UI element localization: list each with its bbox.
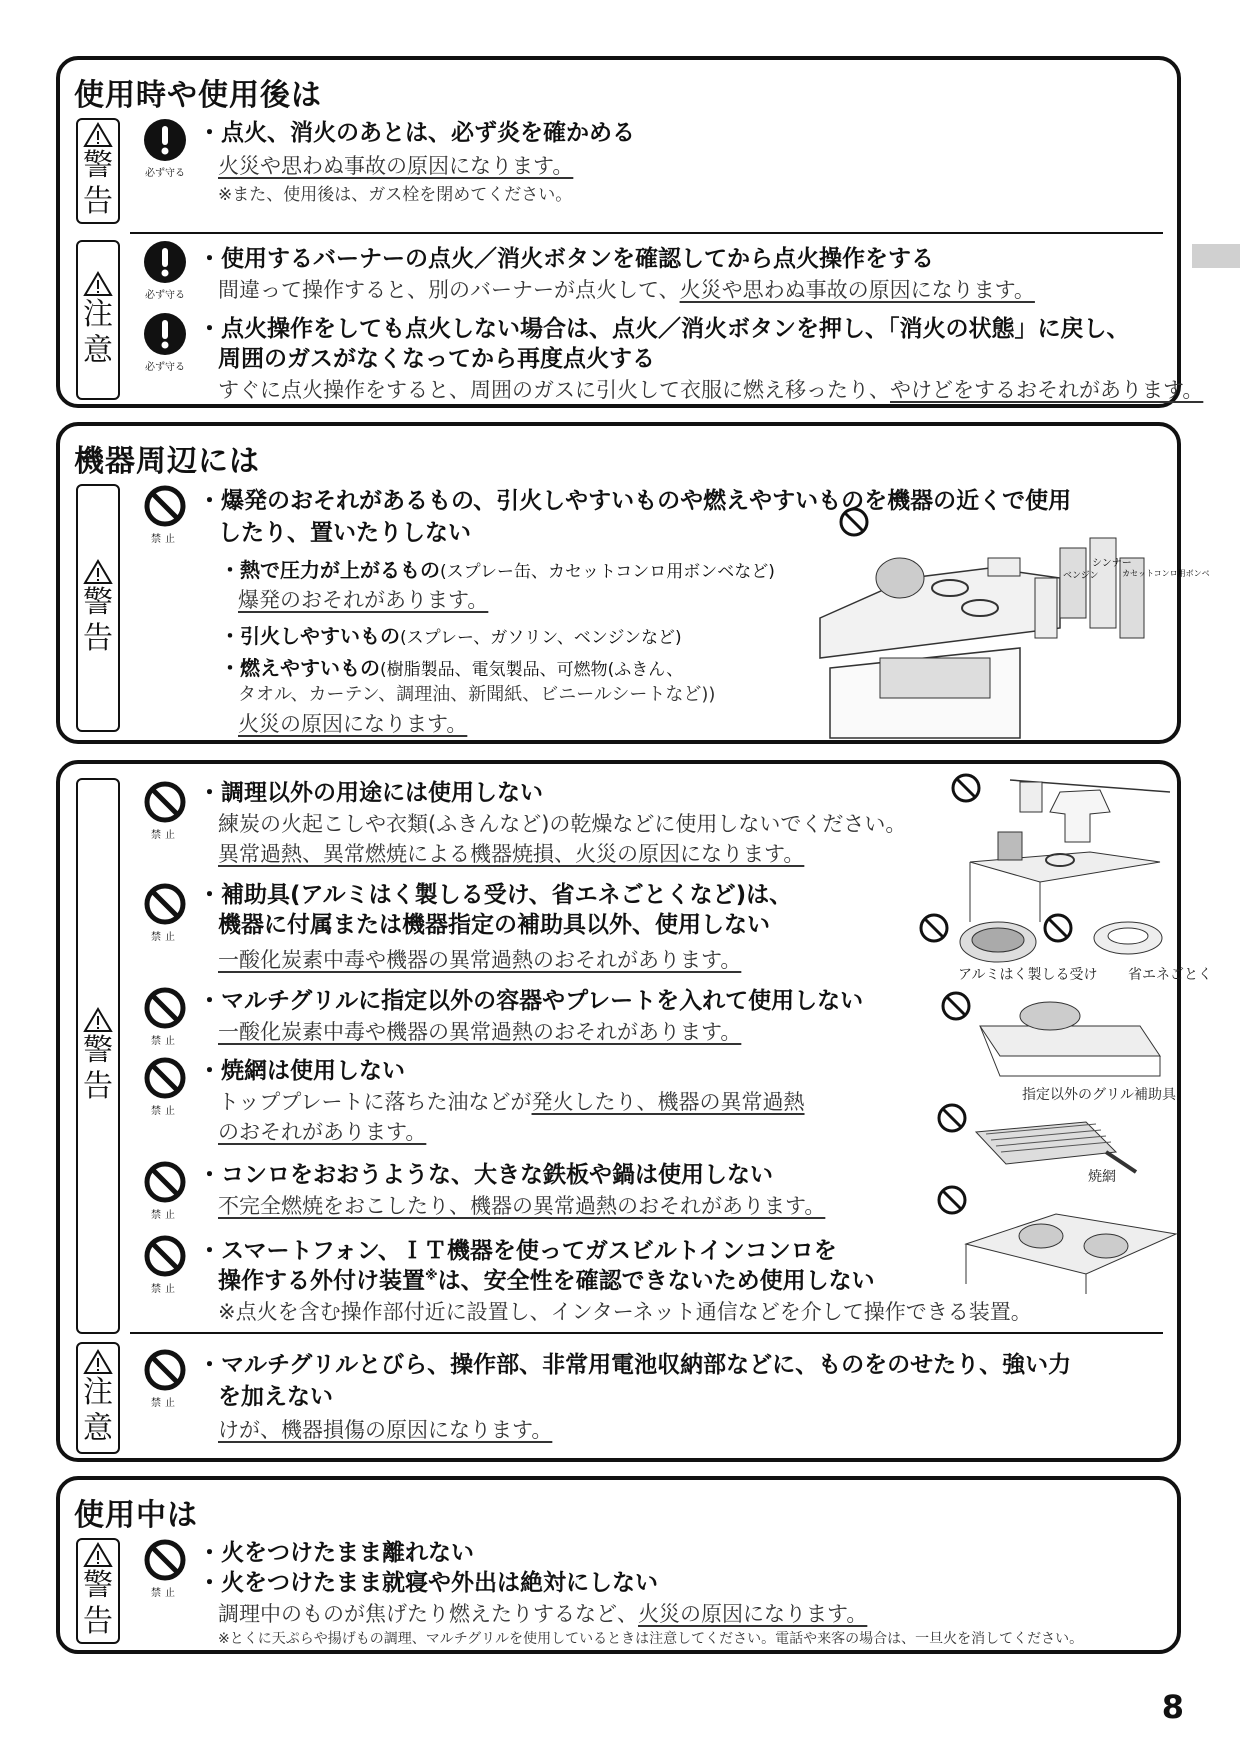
sub-item: ・熱で圧力が上がるもの(スプレー缶、カセットコンロ用ボンベなど) xyxy=(220,558,775,582)
prohibited-icon: 禁止 xyxy=(138,1160,192,1230)
item-head: ・火をつけたまま離れない xyxy=(198,1540,474,1566)
caption-yakiami: 焼網 xyxy=(1088,1169,1116,1185)
item-head: ・使用するバーナーの点火／消火ボタンを確認してから点火操作をする xyxy=(198,246,934,272)
must-do-icon: 必ず守る xyxy=(138,312,192,382)
kitchen-hazard-illustration xyxy=(820,508,1210,738)
item-note: けが、機器損傷の原因になります。 xyxy=(218,1418,553,1442)
prohibited-icon: 禁止 xyxy=(138,484,192,554)
item-note: 異常過熱、異常燃焼による機器焼損、火災の原因になります。 xyxy=(218,842,805,866)
item-head: したり、置いたりしない xyxy=(218,520,471,546)
warning-label: 警 告 xyxy=(76,484,120,732)
svg-text:シンナー: シンナー xyxy=(1092,558,1132,569)
item-note: 火災や思わぬ事故の原因になります。 xyxy=(218,154,574,178)
must-do-icon: 必ず守る xyxy=(138,240,192,310)
section-title: 使用時や使用後は xyxy=(74,78,322,113)
item-note: 練炭の火起こしや衣類(ふきんなど)の乾燥などに使用しないでください。 xyxy=(218,812,907,836)
item-head: ・焼網は使用しない xyxy=(198,1058,405,1084)
warning-label: 警 告 xyxy=(76,778,120,1334)
item-note: 爆発のおそれがあります。 xyxy=(238,588,489,612)
item-head: ・スマートフォン、ＩＴ機器を使ってガスビルトインコンロを xyxy=(198,1238,837,1264)
item-head: ・点火、消火のあとは、必ず炎を確かめる xyxy=(198,120,635,146)
item-head: ・調理以外の用途には使用しない xyxy=(198,780,543,806)
prohibited-icon: 禁止 xyxy=(138,986,192,1056)
caution-label: 注 意 xyxy=(76,240,120,400)
warning-triangle-icon xyxy=(83,559,113,585)
prohibited-icon: 禁止 xyxy=(138,780,192,850)
warning-triangle-icon xyxy=(83,1542,113,1568)
section-title: 使用中は xyxy=(74,1498,198,1533)
index-tab xyxy=(1192,244,1240,268)
item-head: 周囲のガスがなくなってから再度点火する xyxy=(218,346,655,372)
grill-net-illustration xyxy=(936,1102,1156,1192)
must-do-icon: 必ず守る xyxy=(138,118,192,188)
item-note: ※点火を含む操作部付近に設置し、インターネット通信などを介して操作できる装置。 xyxy=(218,1300,1032,1324)
svg-text:ベンジン: ベンジン xyxy=(1063,571,1099,581)
caption-shoene: 省エネごとく xyxy=(1128,967,1212,983)
caution-label: 注 意 xyxy=(76,1342,120,1454)
prohibited-icon: 禁止 xyxy=(138,1538,192,1608)
item-head: ・マルチグリルとびら、操作部、非常用電池収納部などに、ものをのせたり、強い力 xyxy=(198,1352,1072,1378)
item-head: 機器に付属または機器指定の補助具以外、使用しない xyxy=(218,912,770,938)
caption-alumi: アルミはく製しる受け xyxy=(958,967,1098,983)
sub-item: ・引火しやすいもの(スプレー、ガソリン、ベンジンなど) xyxy=(220,624,682,648)
item-note: すぐに点火操作をすると、周囲のガスに引火して衣服に燃え移ったり、やけどをするおそれがあります。 xyxy=(218,378,1204,402)
item-note: 一酸化炭素中毒や機器の異常過熱のおそれがあります。 xyxy=(218,1020,742,1044)
item-head: ・火をつけたまま就寝や外出は絶対にしない xyxy=(198,1570,658,1596)
warning-triangle-icon xyxy=(83,271,113,297)
caption-grill: 指定以外のグリル補助具 xyxy=(1022,1087,1176,1103)
warning-triangle-icon xyxy=(83,1349,113,1375)
item-footnote: ※とくに天ぷらや揚げもの調理、マルチグリルを使用しているときは注意してください。電話や来客の場合は、一旦火を消してください。 xyxy=(218,1631,1084,1647)
warning-triangle-icon xyxy=(83,122,113,148)
item-head: を加えない xyxy=(218,1384,333,1410)
section-during-use xyxy=(56,1476,1181,1654)
item-note: 一酸化炭素中毒や機器の異常過熱のおそれがあります。 xyxy=(218,948,742,972)
page-number: 8 xyxy=(1161,1688,1184,1726)
svg-text:カセットコンロ用ボンベ: カセットコンロ用ボンベ xyxy=(1122,569,1210,578)
item-note: トッププレートに落ちた油などが発火したり、機器の異常過熱 xyxy=(218,1090,805,1114)
prohibited-icon: 禁止 xyxy=(138,1234,192,1304)
item-note: ※また、使用後は、ガス栓を閉めてください。 xyxy=(218,185,573,205)
sub-item-cont: タオル、カーテン、調理油、新聞紙、ビニールシートなど)) xyxy=(238,684,716,705)
prohibited-icon: 禁止 xyxy=(138,1056,192,1126)
item-note: 調理中のものが焦げたり燃えたりするなど、火災の原因になります。 xyxy=(218,1602,868,1626)
section-title: 機器周辺には xyxy=(74,444,260,479)
divider xyxy=(130,232,1163,234)
item-head: ・マルチグリルに指定以外の容器やプレートを入れて使用しない xyxy=(198,988,864,1014)
section-around-appliance xyxy=(56,422,1210,744)
warning-label: 警 告 xyxy=(76,118,120,224)
stove-cloth-illustration xyxy=(950,772,1175,922)
item-head: ・点火操作をしても点火しない場合は、点火／消火ボタンを押し、「消火の状態」に戻し、 xyxy=(198,316,1130,342)
divider xyxy=(130,1332,1163,1334)
warning-triangle-icon xyxy=(83,1007,113,1033)
item-note: 不完全燃焼をおこしたり、機器の異常過熱のおそれがあります。 xyxy=(218,1194,826,1218)
item-head: ・コンロをおおうような、大きな鉄板や鍋は使用しない xyxy=(198,1162,773,1188)
item-head: 操作する外付け装置※は、安全性を確認できないため使用しない xyxy=(218,1268,875,1294)
grill-tray-illustration xyxy=(940,986,1180,1086)
warning-label: 警 告 xyxy=(76,1538,120,1644)
item-note: 火災の原因になります。 xyxy=(238,712,468,736)
item-head: ・爆発のおそれがあるもの、引火しやすいものや燃えやすいものを機器の近くで使用 xyxy=(198,488,1072,514)
item-note: 間違って操作すると、別のバーナーが点火して、火災や思わぬ事故の原因になります。 xyxy=(218,278,1035,302)
section-during-after-use xyxy=(56,56,1204,408)
item-note: のおそれがあります。 xyxy=(218,1120,427,1144)
iron-plate-illustration xyxy=(936,1184,1181,1294)
sub-item: ・燃えやすいもの(樹脂製品、電気製品、可燃物(ふきん、 xyxy=(220,656,684,680)
prohibited-icon: 禁止 xyxy=(138,1348,192,1418)
prohibited-icon: 禁止 xyxy=(138,882,192,952)
item-head: ・補助具(アルミはく製しる受け、省エネごとくなど)は、 xyxy=(198,882,793,908)
section-prohibited-uses xyxy=(56,760,1212,1462)
